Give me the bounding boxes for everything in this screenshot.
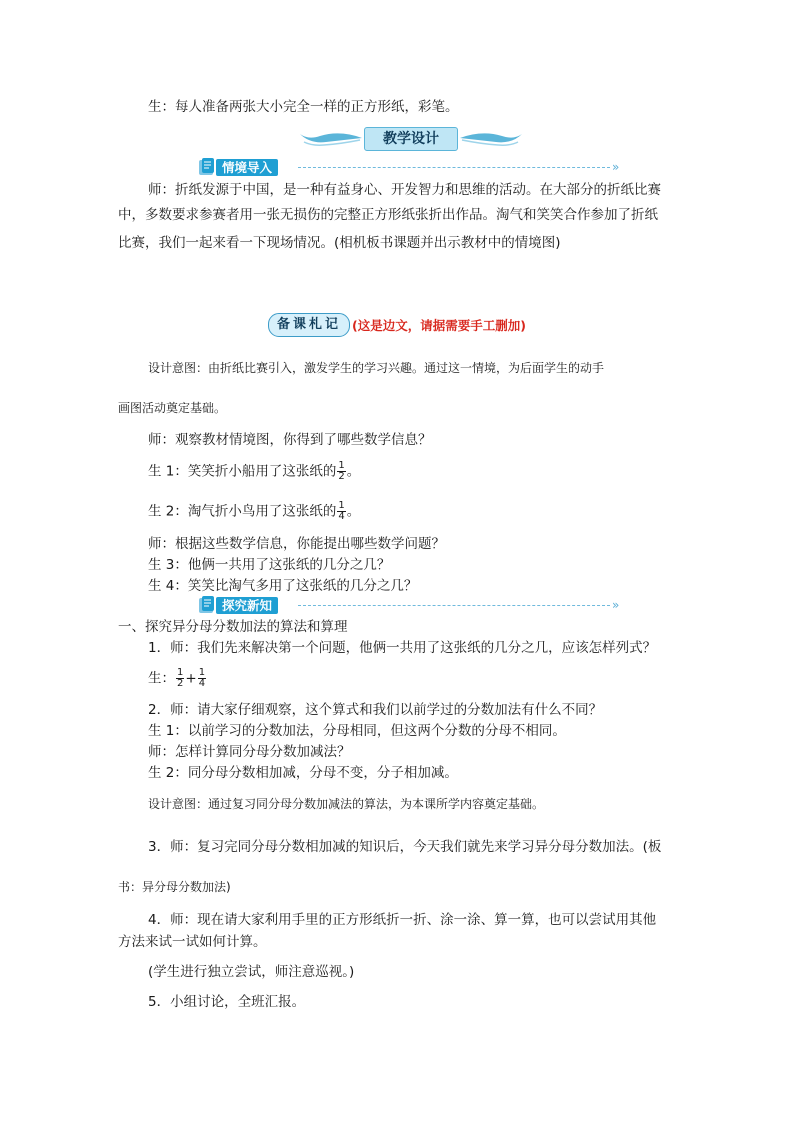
step-3-line-2: 书：异分母分数加法) xyxy=(118,880,231,894)
student-1-text: 生 1：笑笑折小船用了这张纸的 xyxy=(148,463,337,480)
formula-line xyxy=(148,668,207,689)
lesson-notes-tag xyxy=(268,313,526,337)
step-2-teacher: 师：怎样计算同分母分数加减法？ xyxy=(148,744,351,760)
fraction-denominator: 4 xyxy=(198,678,206,689)
step-5: 5．小组讨论，全班汇报。 xyxy=(148,994,306,1010)
student-2-answer xyxy=(148,501,360,522)
design-intent-1-line-1: 设计意图：由折纸比赛引入，激发学生的学习兴趣。通过这一情境，为后面学生的动手 xyxy=(148,361,605,375)
book-icon xyxy=(198,595,216,615)
side-text-remark: (这是边文，请据需要手工删加) xyxy=(352,318,526,333)
step-4-note: (学生进行独立尝试，师注意巡视。) xyxy=(148,964,355,980)
student-2-text: 生 2：淘气折小鸟用了这张纸的 xyxy=(148,503,337,520)
punctuation: 。 xyxy=(346,503,361,520)
banner-right-wing xyxy=(460,130,522,146)
student-1-answer xyxy=(148,461,360,482)
lesson-notes-label: 备课札记 xyxy=(268,313,350,337)
fraction-denominator: 2 xyxy=(338,471,345,482)
student-4-question: 生 4：笑笑比淘气多用了这张纸的几分之几？ xyxy=(148,578,418,594)
fraction-numerator: 1 xyxy=(338,500,345,511)
fraction-numerator: 1 xyxy=(338,460,345,471)
section-tag-label: 情境导入 xyxy=(216,159,278,176)
section-tag-situation-intro xyxy=(198,159,628,177)
formula-prefix: 生： xyxy=(148,670,175,687)
fraction-numerator: 1 xyxy=(177,667,184,678)
step-4-line-2: 方法来试一试如何计算。 xyxy=(118,934,267,950)
dashed-rule xyxy=(298,167,610,168)
intro-line-2: 中，多数要求参赛者用一张无损伤的完整正方形纸张折出作品。淘气和笑笑合作参加了折纸 xyxy=(118,207,658,223)
materials-line: 生：每人准备两张大小完全一样的正方形纸，彩笔。 xyxy=(148,99,459,115)
double-chevron-icon: » xyxy=(612,598,620,612)
part-1-heading: 一、探究异分母分数加法的算法和算理 xyxy=(118,619,348,635)
dashed-rule xyxy=(298,605,610,606)
design-intent-2: 设计意图：通过复习同分母分数加减法的算法，为本课所学内容奠定基础。 xyxy=(148,797,545,811)
step-1: 1．师：我们先来解决第一个问题，他俩一共用了这张纸的几分之几，应该怎样列式？ xyxy=(148,640,657,656)
fraction-one-quarter xyxy=(198,668,206,689)
fraction-one-quarter xyxy=(337,501,345,522)
fraction-one-half xyxy=(176,668,184,689)
fraction-denominator: 2 xyxy=(177,678,184,689)
student-3-question: 生 3：他俩一共用了这张纸的几分之几？ xyxy=(148,557,391,573)
step-3-line-1: 3．师：复习完同分母分数相加减的知识后，今天我们就先来学习异分母分数加法。(板 xyxy=(148,839,662,855)
banner-title: 教学设计 xyxy=(364,127,458,151)
fraction-one-half xyxy=(337,461,345,482)
fraction-numerator: 1 xyxy=(198,667,206,678)
section-tag-explore-new xyxy=(198,597,628,615)
intro-line-3: 比赛，我们一起来看一下现场情况。(相机板书课题并出示教材中的情境图) xyxy=(118,235,561,251)
step-4-line-1: 4．师：现在请大家利用手里的正方形纸折一折、涂一涂、算一算，也可以尝试用其他 xyxy=(148,912,657,928)
section-tag-label: 探究新知 xyxy=(216,597,278,614)
punctuation: 。 xyxy=(346,463,361,480)
teacher-question-1: 师：观察教材情境图，你得到了哪些数学信息？ xyxy=(148,432,432,448)
step-2-student-2: 生 2：同分母分数相加减，分母不变，分子相加减。 xyxy=(148,765,458,781)
teaching-design-banner xyxy=(300,125,522,153)
banner-left-wing xyxy=(300,130,362,146)
teacher-question-2: 师：根据这些数学信息，你能提出哪些数学问题？ xyxy=(148,536,445,552)
step-2: 2．师：请大家仔细观察，这个算式和我们以前学过的分数加法有什么不同？ xyxy=(148,702,603,718)
design-intent-1-line-2: 画图活动奠定基础。 xyxy=(118,401,227,415)
plus-sign: + xyxy=(185,670,197,687)
step-2-student-1: 生 1：以前学习的分数加法，分母相同，但这两个分数的分母不相同。 xyxy=(148,723,566,739)
book-icon xyxy=(198,157,216,177)
fraction-denominator: 4 xyxy=(338,511,345,522)
double-chevron-icon: » xyxy=(612,160,620,174)
intro-line-1: 师：折纸发源于中国，是一种有益身心、开发智力和思维的活动。在大部分的折纸比赛 xyxy=(148,182,661,198)
